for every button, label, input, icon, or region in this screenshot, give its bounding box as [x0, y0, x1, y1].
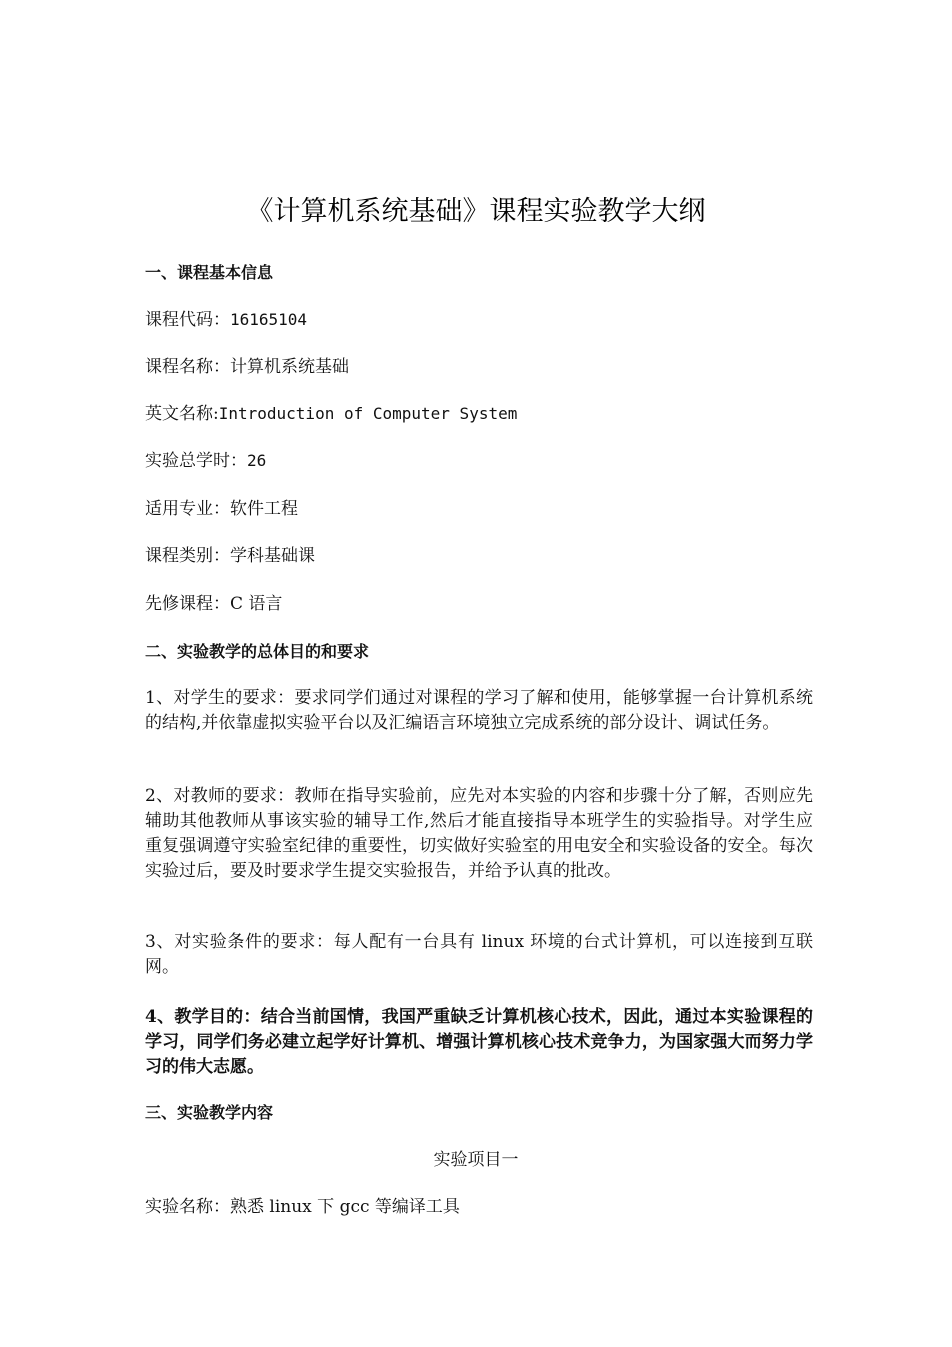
- english-name-label: 英文名称:: [145, 404, 219, 424]
- course-name-line: 课程名称：计算机系统基础: [145, 357, 349, 377]
- total-hours-line: [145, 449, 813, 473]
- course-code-value: 16165104: [230, 310, 308, 329]
- teaching-purpose: 4、教学目的：结合当前国情，我国严重缺乏计算机核心技术，因此，通过本实验课程的学习，同学们务必建立起学好计算机、增强计算机核心技术竞争力，为国家强大而努力学习的伟大志愿。: [145, 1007, 813, 1077]
- course-code-label: 课程代码：: [145, 310, 230, 330]
- english-name-value: Introduction of Computer System: [218, 404, 518, 423]
- major-line: 适用专业：软件工程: [145, 499, 298, 519]
- english-name-line: [145, 402, 813, 426]
- experiment-name-line: 实验名称：熟悉 linux 下 gcc 等编译工具: [145, 1197, 460, 1217]
- course-code-line: [145, 308, 813, 332]
- section3-heading: 三、实验教学内容: [145, 1103, 274, 1122]
- section2-heading: 二、实验教学的总体目的和要求: [145, 642, 370, 661]
- requirement-teachers: 2、对教师的要求：教师在指导实验前，应先对本实验的内容和步骤十分了解，否则应先辅助其他教师从事该实验的辅导工作,然后才能直接指导本班学生的实验指导。对学生应重复强调遵守实验室纪律的重要性，切实做好实验室的用电安全和实验设备的安全。每次实验过后，要及时要求学生提交实验报告，并给予认真的批改。: [145, 786, 813, 881]
- requirement-students: 1、对学生的要求：要求同学们通过对课程的学习了解和使用，能够掌握一台计算机系统的结构,并依靠虚拟实验平台以及汇编语言环境独立完成系统的部分设计、调试任务。: [145, 688, 813, 733]
- document-title: 《计算机系统基础》课程实验教学大纲: [246, 196, 706, 227]
- requirement-conditions: 3、对实验条件的要求：每人配有一台具有 linux 环境的台式计算机，可以连接到互联网。: [145, 932, 813, 977]
- project-title: 实验项目一: [433, 1150, 519, 1170]
- total-hours-value: 26: [247, 451, 267, 470]
- category-line: 课程类别：学科基础课: [145, 546, 315, 566]
- total-hours-label: 实验总学时：: [145, 451, 247, 471]
- prerequisite-line: 先修课程：C 语言: [145, 594, 283, 614]
- section1-heading: 一、课程基本信息: [145, 263, 274, 282]
